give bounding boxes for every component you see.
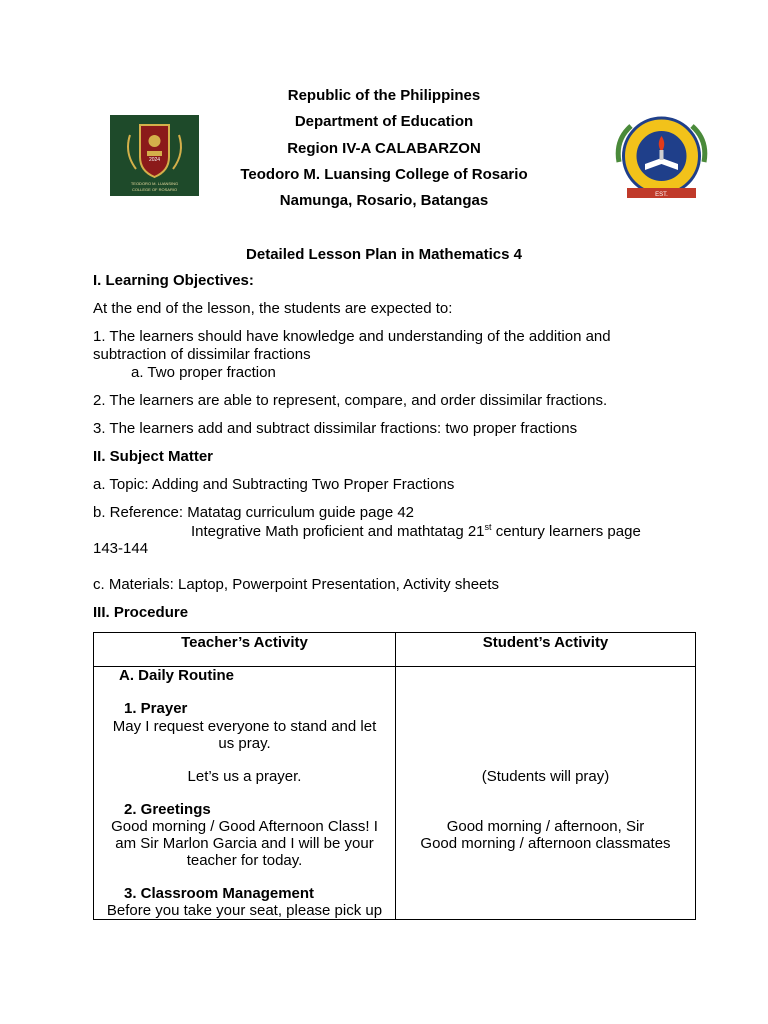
prayer-label: 1. Prayer [124, 700, 188, 717]
objectives-heading: I. Learning Objectives: [93, 272, 254, 289]
teacher-activity-cell [94, 667, 396, 920]
student-activity-cell [396, 667, 696, 920]
reference-line2: Integrative Math proficient and mathtatag 21st century learners page [191, 522, 641, 540]
svg-text:2024: 2024 [148, 157, 161, 163]
document-title: Detailed Lesson Plan in Mathematics 4 [246, 246, 522, 263]
topic: a. Topic: Adding and Subtracting Two Proper Fractions [93, 476, 455, 493]
header-republic: Republic of the Philippines [287, 87, 481, 104]
classroom-management-line1: Before you take your seat, please pick up [106, 902, 383, 919]
objective-1-sub: a. Two proper fraction [131, 364, 276, 381]
objective-3: 3. The learners add and subtract dissimilar fractions: two proper fractions [93, 420, 578, 437]
header-department: Department of Education [294, 113, 474, 130]
teacher-activity-header: Teacher’s Activity [94, 633, 396, 667]
classroom-management-label: 3. Classroom Management [124, 885, 315, 902]
objective-2: 2. The learners are able to represent, compare, and order dissimilar fractions. [93, 392, 608, 409]
daily-routine-label: A. Daily Routine [119, 667, 235, 684]
greetings-label: 2. Greetings [124, 801, 211, 818]
greetings-line3: teacher for today. [186, 852, 303, 869]
prayer-line3: Let’s us a prayer. [187, 768, 302, 785]
greetings-line1: Good morning / Good Afternoon Class! I [111, 818, 378, 835]
objective-1-line1: 1. The learners should have knowledge and understanding of the addition and [93, 328, 611, 345]
procedure-heading: III. Procedure [93, 604, 189, 621]
objective-1-line2: subtraction of dissimilar fractions [93, 346, 311, 363]
materials: c. Materials: Laptop, Powerpoint Presentation, Activity sheets [93, 576, 500, 593]
svg-text:EST.: EST. [655, 192, 668, 198]
reference-line1: b. Reference: Matatag curriculum guide page 42 [93, 504, 415, 521]
procedure-table [93, 632, 696, 920]
student-greet-line2: Good morning / afternoon classmates [420, 835, 671, 852]
reference-line3: 143-144 [93, 540, 149, 557]
prayer-line2: us pray. [218, 735, 271, 752]
objectives-intro: At the end of the lesson, the students are expected to: [93, 300, 453, 317]
student-activity-header: Student’s Activity [396, 633, 696, 667]
svg-text:TEODORO M. LUANSING: TEODORO M. LUANSING [130, 181, 179, 186]
prayer-line1: May I request everyone to stand and let [112, 718, 377, 735]
subject-matter-heading: II. Subject Matter [93, 448, 214, 465]
header-college: Teodoro M. Luansing College of Rosario [240, 166, 528, 183]
header-region: Region IV-A CALABARZON [287, 140, 481, 157]
student-pray: (Students will pray) [481, 768, 610, 785]
student-greet-line1: Good morning / afternoon, Sir [446, 818, 645, 835]
svg-text:COLLEGE OF ROSARIO: COLLEGE OF ROSARIO [131, 187, 178, 192]
greetings-line2: am Sir Marlon Garcia and I will be your [115, 835, 374, 852]
header-address: Namunga, Rosario, Batangas [279, 192, 489, 209]
